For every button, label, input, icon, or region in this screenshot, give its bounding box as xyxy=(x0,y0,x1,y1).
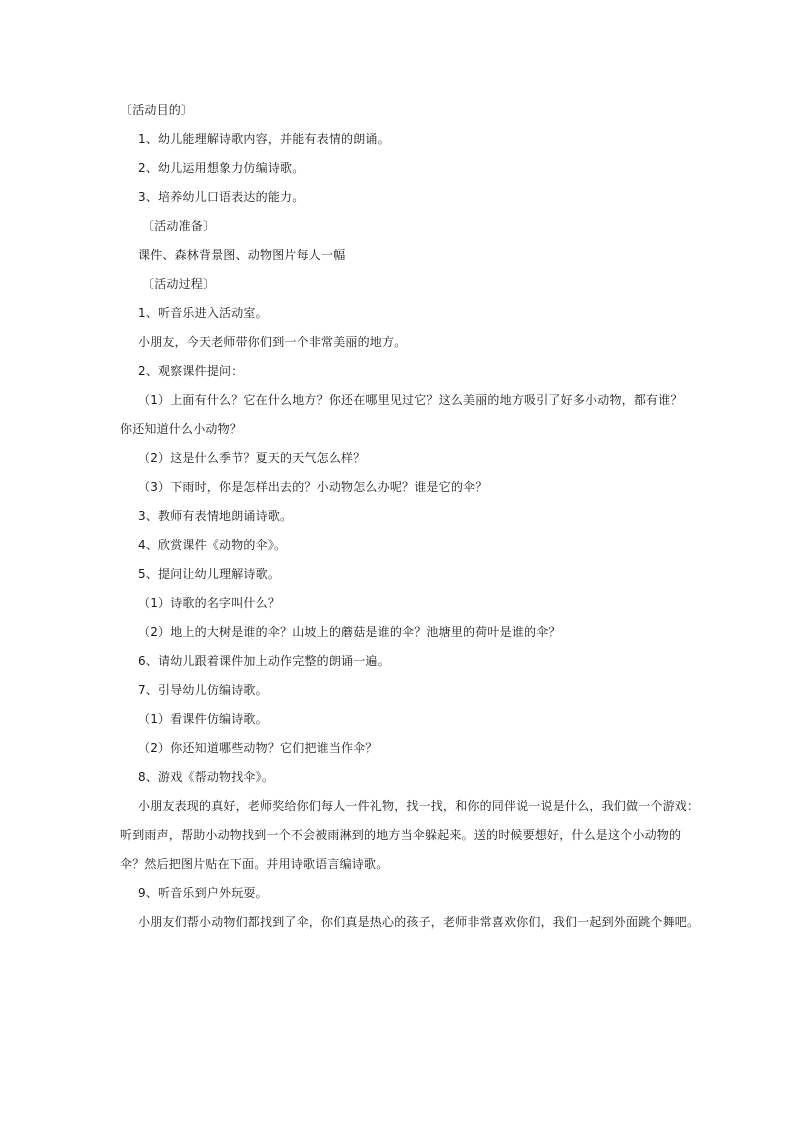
text-line: 伞？然后把图片贴在下面。并用诗歌语言编诗歌。 xyxy=(120,857,389,871)
text-line: 5、提问让幼儿理解诗歌。 xyxy=(138,567,281,581)
text-line: 6、请幼儿跟着课件加上动作完整的朗诵一遍。 xyxy=(138,654,390,668)
text-line: 小朋友，今天老师带你们到一个非常美丽的地方。 xyxy=(138,335,407,349)
text-line: （3）下雨时，你是怎样出去的？小动物怎么办呢？谁是它的伞？ xyxy=(138,480,488,494)
text-line: 3、教师有表情地朗诵诗歌。 xyxy=(138,509,293,523)
section-heading-process: 〔活动过程〕 xyxy=(142,277,216,291)
text-line: （2）你还知道哪些动物？它们把谁当作伞？ xyxy=(138,741,378,755)
text-line: 课件、森林背景图、动物图片每人一幅 xyxy=(138,248,346,262)
text-line: 1、听音乐进入活动室。 xyxy=(138,306,268,320)
text-line: 1、幼儿能理解诗歌内容，并能有表情的朗诵。 xyxy=(138,132,390,146)
text-line: 3、培养幼儿口语表达的能力。 xyxy=(138,190,305,204)
text-line: 你还知道什么小动物？ xyxy=(120,422,243,436)
text-line: 2、观察课件提问： xyxy=(138,364,244,378)
text-line: 4、欣赏课件《动物的伞》。 xyxy=(138,538,287,552)
text-line: 2、幼儿运用想象力仿编诗歌。 xyxy=(138,161,305,175)
text-line: 小朋友表现的真好，老师奖给你们每人一件礼物，找一找，和你的同伴说一说是什么，我们做一个游戏： xyxy=(138,799,700,813)
text-line: （1）上面有什么？它在什么地方？你还在哪里见过它？这么美丽的地方吸引了好多小动物，都有谁？ xyxy=(138,393,683,407)
text-line: 8、游戏《帮动物找伞》。 xyxy=(138,770,275,784)
text-line: （2）地上的大树是谁的伞？山坡上的蘑菇是谁的伞？池塘里的荷叶是谁的伞？ xyxy=(138,625,561,639)
text-line: （2）这是什么季节？夏天的天气怎么样？ xyxy=(138,451,366,465)
section-heading-preparation: 〔活动准备〕 xyxy=(142,219,216,233)
text-line: 7、引导幼儿仿编诗歌。 xyxy=(138,683,268,697)
text-line: （1）看课件仿编诗歌。 xyxy=(138,712,268,726)
section-heading-goals: 〔活动目的〕 xyxy=(120,103,194,117)
text-line: 9、听音乐到户外玩耍。 xyxy=(138,886,268,900)
text-line: 小朋友们帮小动物们都找到了伞，你们真是热心的孩子，老师非常喜欢你们，我们一起到外面跳个舞吧。 xyxy=(138,915,700,929)
text-line: （1）诗歌的名字叫什么？ xyxy=(138,596,281,610)
text-line: 听到雨声，帮助小动物找到一个不会被雨淋到的地方当伞躲起来。送的时候要想好，什么是这个小动物的 xyxy=(120,828,682,842)
